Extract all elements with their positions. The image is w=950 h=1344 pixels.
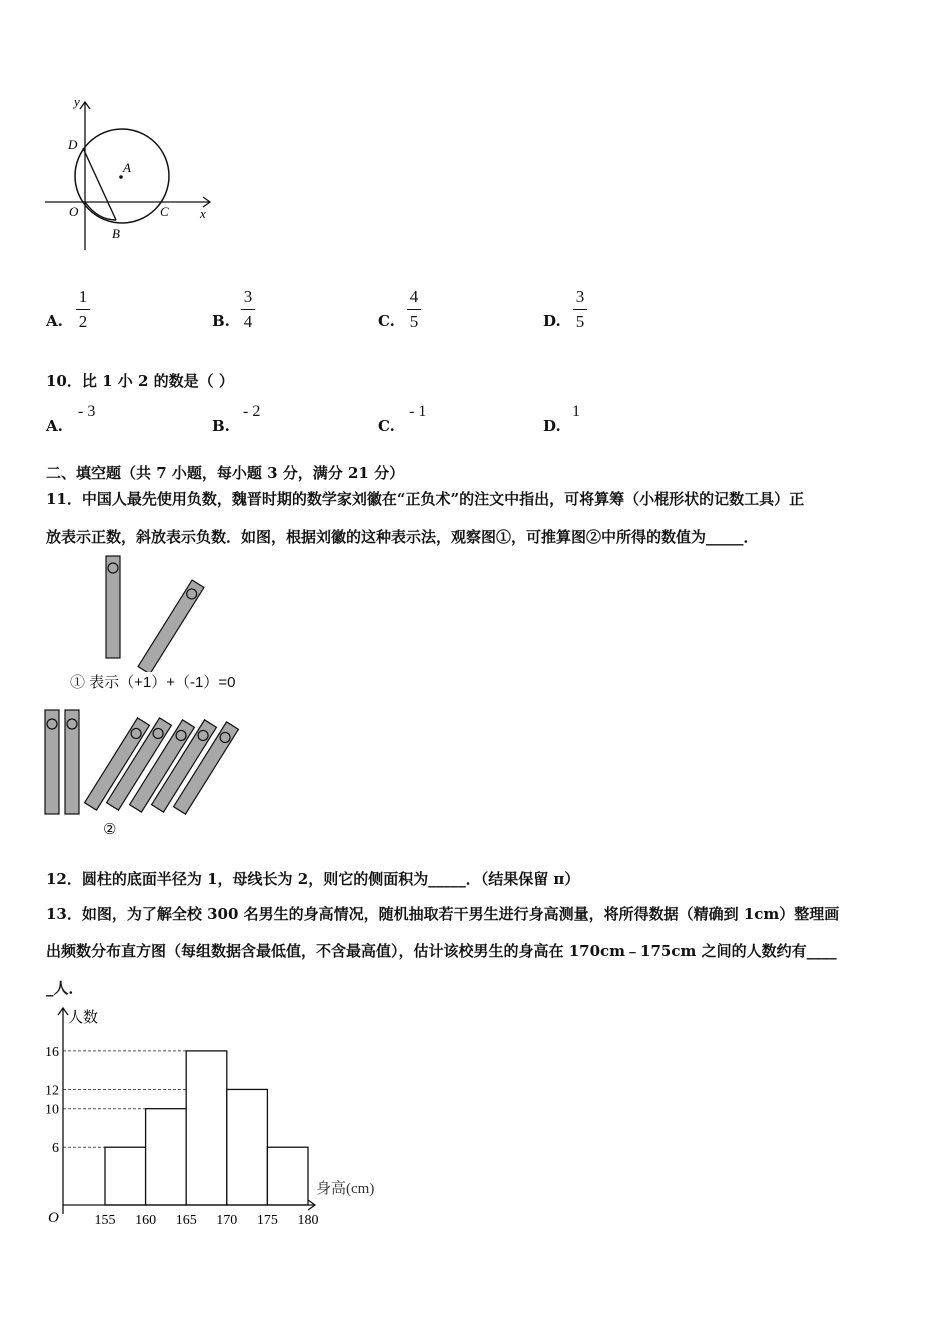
q13-line-1: 13．如图，为了解全校 300 名男生的身高情况，随机抽取若干男生进行身高测量，将所得数据（精确到 1cm）整理画 xyxy=(46,905,840,923)
section-heading: 二、填空题（共 7 小题，每小题 3 分，满分 21 分） xyxy=(46,464,405,482)
q9-option-c-fraction xyxy=(407,287,421,332)
q13-line-2: 出频数分布直方图（每组数据含最低值，不含最高值），估计该校男生的身高在 170cm﹣175cm 之间的人数约有____ xyxy=(46,942,837,960)
y-label: y xyxy=(74,94,80,109)
q9-option-d-fraction xyxy=(573,287,587,332)
y-tick-label: 12 xyxy=(45,1083,59,1099)
denominator: 2 xyxy=(78,312,88,331)
y-tick-label: 6 xyxy=(52,1141,59,1157)
x-tick-label: 155 xyxy=(94,1213,116,1228)
histogram-bar xyxy=(146,1109,187,1205)
q11-line-2: 放表示正数，斜放表示负数．如图，根据刘徽的这种表示法，观察图①，可推算图②中所得的数值为_____． xyxy=(46,528,759,546)
q13-line-3: _人． xyxy=(46,979,84,997)
q10-option-a-letter[interactable]: A. xyxy=(46,417,63,435)
slanted-rod xyxy=(138,580,204,672)
height-histogram xyxy=(0,1000,400,1235)
q9-option-b-letter[interactable]: B. xyxy=(212,312,230,330)
label-c: C xyxy=(160,204,169,219)
x-label: x xyxy=(200,206,206,221)
circle-figure xyxy=(40,92,220,252)
figure-2-caption: ② xyxy=(103,821,117,838)
histogram-bar xyxy=(186,1051,227,1205)
label-d: D xyxy=(68,137,78,152)
x-axis-label: 身高(cm) xyxy=(316,1181,375,1197)
q12-question: 12．圆柱的底面半径为 1，母线长为 2，则它的侧面积为_____．（结果保留 π） xyxy=(46,870,580,888)
x-tick-label: 160 xyxy=(135,1213,157,1228)
q10-option-d-letter[interactable]: D. xyxy=(543,417,561,435)
y-axis-label: 人数 xyxy=(68,1010,99,1026)
q10-option-b-letter[interactable]: B. xyxy=(212,417,230,435)
q10-option-d-value: 1 xyxy=(572,403,580,420)
q10-option-c-letter[interactable]: C. xyxy=(378,417,395,435)
numerator: 4 xyxy=(409,287,419,306)
label-a: A xyxy=(123,160,131,175)
histogram-bar xyxy=(105,1147,146,1205)
y-tick-label: 10 xyxy=(45,1102,59,1118)
histogram-bar xyxy=(267,1147,308,1205)
x-tick-label: 165 xyxy=(175,1213,197,1228)
q9-option-b-fraction xyxy=(241,287,255,332)
denominator: 5 xyxy=(575,312,585,331)
numerator: 3 xyxy=(243,287,253,306)
counting-rods-figure-2 xyxy=(40,706,250,818)
q9-option-a-fraction xyxy=(76,287,90,332)
counting-rods-figure-1 xyxy=(95,552,215,672)
point-a xyxy=(119,175,123,179)
upright-rod xyxy=(106,556,120,658)
y-tick-label: 16 xyxy=(45,1044,59,1060)
x-tick-label: 170 xyxy=(216,1213,238,1228)
histogram-bar xyxy=(227,1089,268,1205)
label-o: O xyxy=(69,204,79,219)
label-b: B xyxy=(112,226,120,241)
q10-option-c-value: - 1 xyxy=(409,403,427,420)
figure-1-caption: ① 表示（+1）+（-1）=0 xyxy=(70,674,236,691)
x-tick-label: 180 xyxy=(297,1213,319,1228)
q10-question: 10．比 1 小 2 的数是（ ） xyxy=(46,372,234,390)
origin-label: O xyxy=(48,1210,59,1226)
q11-line-1: 11．中国人最先使用负数，魏晋时期的数学家刘徽在“正负术”的注文中指出，可将算筹（小棍形状的记数工具）正 xyxy=(46,490,805,508)
q10-option-a-value: - 3 xyxy=(78,403,96,420)
q10-option-b-value: - 2 xyxy=(243,403,261,420)
x-tick-label: 175 xyxy=(256,1213,278,1228)
numerator: 1 xyxy=(78,287,88,306)
numerator: 3 xyxy=(575,287,585,306)
denominator: 5 xyxy=(409,312,419,331)
q9-option-a-letter[interactable]: A. xyxy=(46,312,63,330)
denominator: 4 xyxy=(243,312,253,331)
q9-option-d-letter[interactable]: D. xyxy=(543,312,561,330)
q9-option-c-letter[interactable]: C. xyxy=(378,312,395,330)
